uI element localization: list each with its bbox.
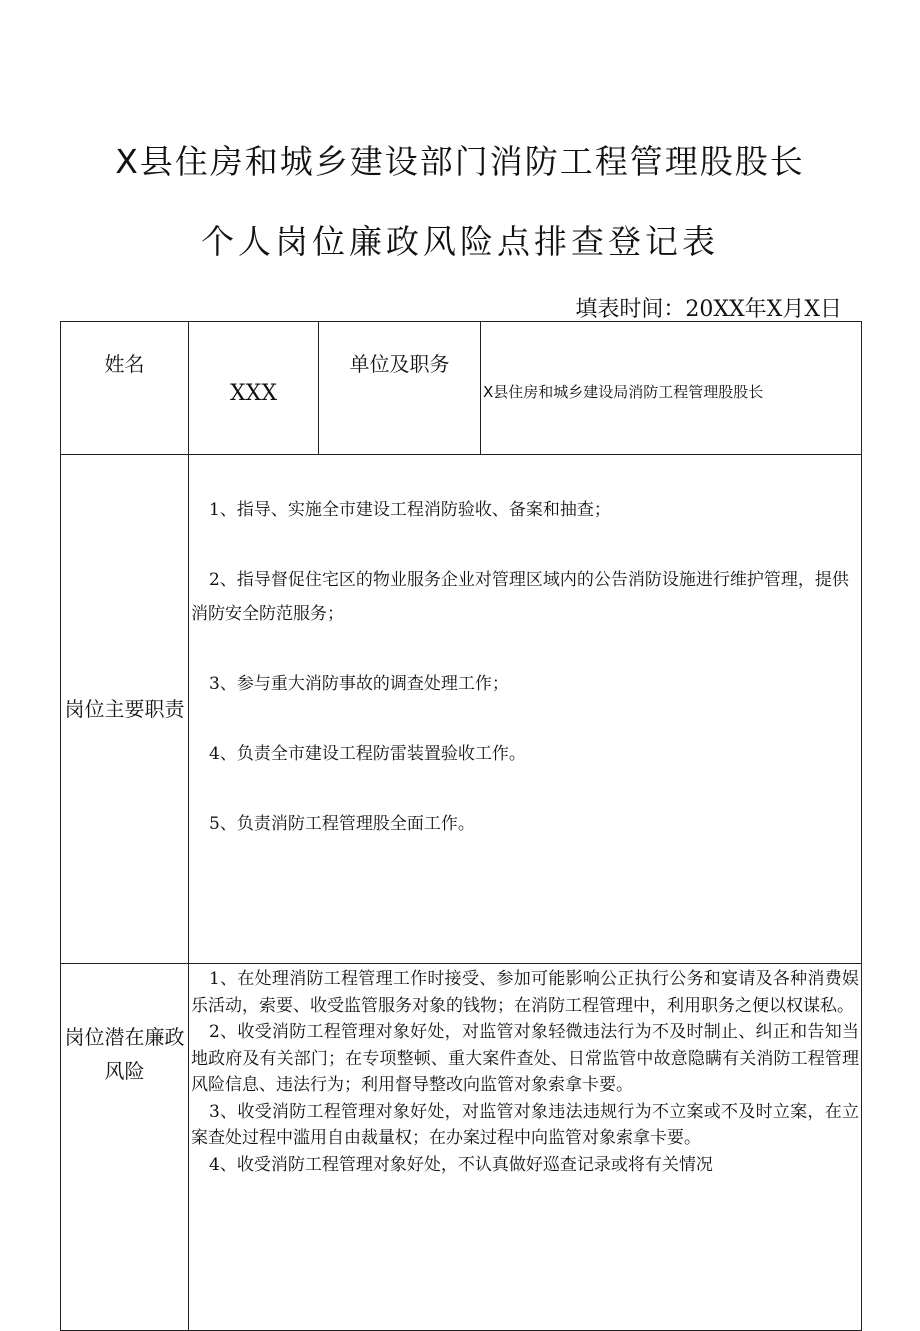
- risk-item: 3、收受消防工程管理对象好处，对监管对象违法违规行为不立案或不及时立案，在立案查处过程中滥用自由裁量权；在办案过程中向监管对象索拿卡要。: [191, 1101, 859, 1148]
- document-title-line2: 个人岗位廉政风险点排查登记表: [201, 222, 719, 261]
- duty-item: 1、指导、实施全市建设工程消防验收、备案和抽查；: [209, 500, 611, 520]
- duty-item: 2、指导督促住宅区的物业服务企业对管理区域内的公告消防设施进行维护管理，提供消防安全防范服务；: [191, 570, 849, 624]
- duties-label: 岗位主要职责: [61, 455, 189, 964]
- risk-label: 岗位潜在廉政风险: [61, 964, 189, 1331]
- name-label: 姓名: [61, 322, 189, 455]
- duty-item: 5、负责消防工程管理股全面工作。: [209, 814, 475, 834]
- risk-item: 2、收受消防工程管理对象好处，对监管对象轻微违法行为不及时制止、纠正和告知当地政府及有关部门；在专项整顿、重大案件查处、日常监管中故意隐瞒有关消防工程管理风险信息、违法行为；利用督导整改向监管对象索拿卡要。: [191, 1022, 859, 1095]
- fill-date: 填表时间：20XX年X月X日: [575, 297, 842, 322]
- name-value: XXX: [189, 322, 319, 455]
- risks-row: [61, 964, 862, 1331]
- registration-form-table: [60, 321, 862, 1331]
- risk-item: 1、在处理消防工程管理工作时接受、参加可能影响公正执行公务和宴请及各种消费娱乐活动，索要、收受监管服务对象的钱物；在消防工程管理中，利用职务之便以权谋私。: [191, 969, 859, 1016]
- document-title-line1: X县住房和城乡建设部门消防工程管理股股长: [115, 142, 805, 181]
- duties-row: [61, 455, 862, 964]
- duty-item: 4、负责全市建设工程防雷装置验收工作。: [209, 744, 526, 764]
- risk-item: 4、收受消防工程管理对象好处，不认真做好巡查记录或将有关情况: [209, 1154, 713, 1175]
- risks-content: [189, 964, 862, 1331]
- duties-content: [189, 455, 862, 964]
- unit-label: 单位及职务: [319, 322, 481, 455]
- duty-item: 3、参与重大消防事故的调查处理工作；: [209, 674, 509, 694]
- unit-value: X县住房和城乡建设局消防工程管理股股长: [481, 322, 862, 455]
- basic-info-row: [61, 322, 862, 455]
